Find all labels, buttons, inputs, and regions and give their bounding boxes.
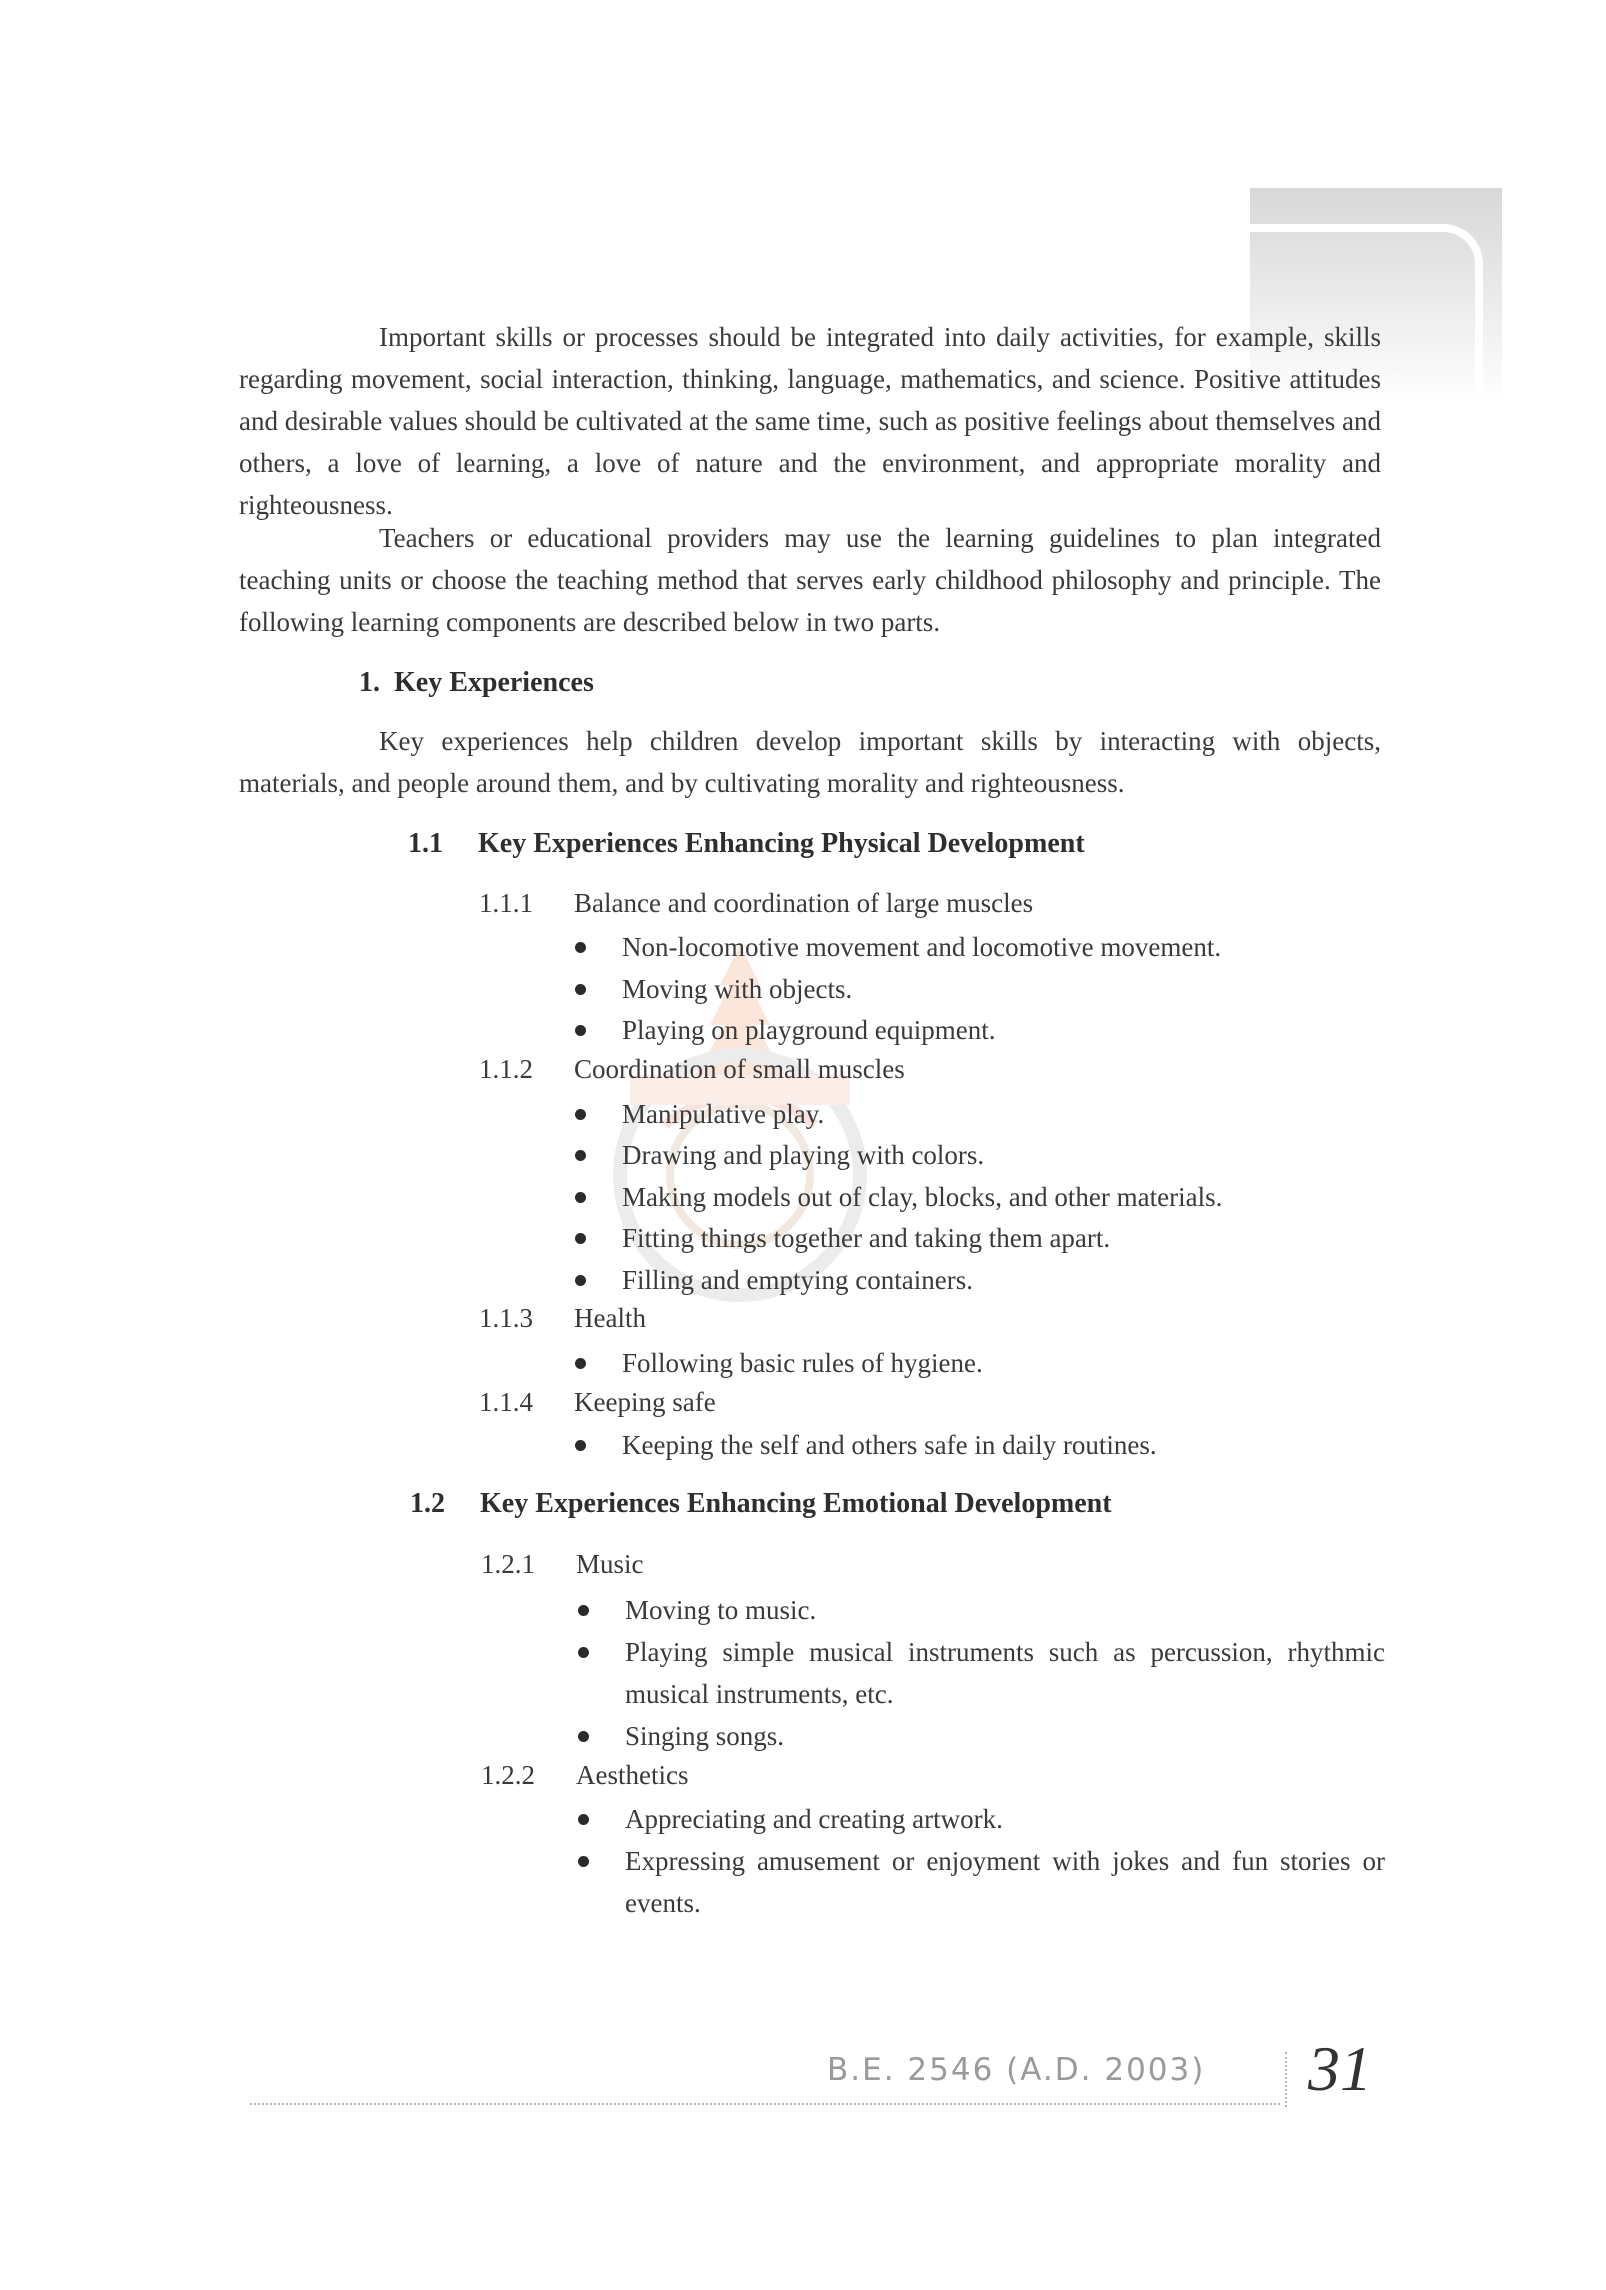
bullet-icon bbox=[575, 1150, 586, 1161]
bullet-icon bbox=[575, 1358, 586, 1369]
heading-section-1-1: 1.1 Key Experiences Enhancing Physical Development bbox=[408, 828, 1085, 859]
bullet-icon bbox=[578, 1647, 589, 1658]
heading-key-experiences: 1. Key Experiences bbox=[359, 667, 594, 698]
bullet-icon bbox=[575, 1192, 586, 1203]
bullet-icon bbox=[575, 984, 586, 995]
bullet-icon bbox=[575, 1440, 586, 1451]
list-item: Playing simple musical instruments such as percussion, rhythmic musical instruments, etc. bbox=[578, 1631, 1388, 1715]
bullet-icon bbox=[575, 1233, 586, 1244]
document-page: Important skills or processes should be integrated into daily activities, for example, skills regarding movement, social interaction, thinking, language, mathematics, and science. Positive attitudes and desirable values should be cultivated at the same time, such as positive feelings about themselves and others, a love of learning, a love of nature and the environment, and appropriate morality and righteousness. Teachers or educational providers may use the learning guidelines to plan integrated teaching units or choose the teaching method that serves early childhood philosophy and principle. The following learning components are described below in two parts. 1. Key Experiences Key experiences help children develop important skills by interacting with objects, materials, and people around them, and by cultivating morality and righteousness. 1.1 Key Experiences Enhancing Physical Development 1.1.1 Balance and coordination of large muscles Non-locomotive movement and locomotive movement. Moving with objects. Playing on playground equipment. 1.1.2 Coordination of small muscles Manipulative play. Drawing and playing with colors. Making models out of clay, blocks, and other materials. Fitting things together and taking them apart. Filling and emptying containers. 1.1.3 Health Following basic rules of hygiene. 1.1.4 Keeping safe Keeping the self and others safe in daily routines. 1.2 Key Experiences Enhancing Emotional Development 1.2.1 Music Moving to music. Playing simple musical instruments such as percussion, rhythmic musical instruments, etc. Singing songs. 1.2.2 Aesthetics Appreciating and creating artwork. Expressing amusement or enjoyment with jokes and fun stories or events. B.E. 2546 (A.D. 2003) 31 bbox=[0, 0, 1606, 2290]
footer-rule bbox=[250, 2103, 1280, 2105]
bullet-icon bbox=[578, 1605, 589, 1616]
list-item: Expressing amusement or enjoyment with jokes and fun stories or events. bbox=[578, 1840, 1388, 1924]
bullet-icon bbox=[578, 1856, 589, 1867]
subheading-1-1-4: 1.1.4 Keeping safe bbox=[479, 1387, 716, 1417]
bullet-icon bbox=[575, 1025, 586, 1036]
paragraph-teachers: Teachers or educational providers may use the learning guidelines to plan integrated teaching units or choose the teaching method that serves early childhood philosophy and principle. The following learning components are described below in two parts. bbox=[239, 523, 1381, 637]
subheading-1-2-2: 1.2.2 Aesthetics bbox=[481, 1760, 689, 1790]
bullet-icon bbox=[575, 1109, 586, 1120]
bullet-icon bbox=[578, 1814, 589, 1825]
bullet-icon bbox=[578, 1731, 589, 1742]
bullet-icon bbox=[575, 942, 586, 953]
subheading-1-1-2: 1.1.2 Coordination of small muscles bbox=[479, 1054, 905, 1084]
subheading-1-1-1: 1.1.1 Balance and coordination of large muscles bbox=[479, 888, 1034, 918]
footer-divider bbox=[1285, 2052, 1287, 2107]
bullet-icon bbox=[575, 1275, 586, 1286]
page-number: 31 bbox=[1308, 2033, 1372, 2104]
heading-section-1-2: 1.2 Key Experiences Enhancing Emotional Development bbox=[410, 1488, 1112, 1519]
paragraph-intro: Important skills or processes should be integrated into daily activities, for example, skills regarding movement, social interaction, thinking, language, mathematics, and science. Positive attitudes and desirable values should be cultivated at the same time, such as positive feelings about themselves and others, a love of learning, a love of nature and the environment, and appropriate morality and righteousness. bbox=[239, 322, 1381, 520]
subheading-1-2-1: 1.2.1 Music bbox=[481, 1549, 644, 1579]
subheading-1-1-3: 1.1.3 Health bbox=[479, 1303, 646, 1333]
footer-date-label: B.E. 2546 (A.D. 2003) bbox=[827, 2052, 1206, 2088]
paragraph-key-experiences: Key experiences help children develop important skills by interacting with objects, materials, and people around them, and by cultivating morality and righteousness. bbox=[239, 726, 1381, 798]
